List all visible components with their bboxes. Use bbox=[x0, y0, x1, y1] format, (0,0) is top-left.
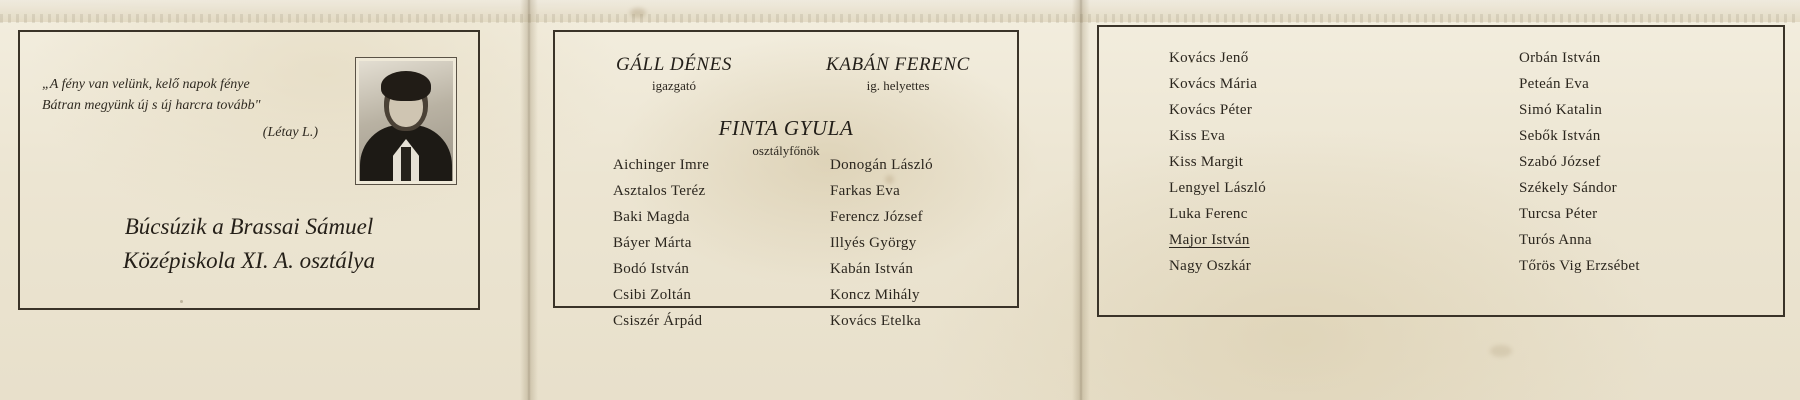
quote-line-2: Bátran megyünk új s új harcra tovább" bbox=[42, 98, 261, 113]
middle-student-list bbox=[613, 154, 987, 332]
list-item: Kovács Jenő bbox=[1169, 50, 1249, 66]
role-form-master-name: FINTA GYULA bbox=[718, 116, 854, 140]
list-item: Csiszér Árpád bbox=[613, 313, 703, 329]
quote-attribution: (Létay L.) bbox=[262, 125, 318, 140]
role-form-master-title: osztályfőnök bbox=[752, 143, 820, 158]
list-item: Orbán István bbox=[1519, 50, 1601, 66]
farewell-line-1: Búcsúzik a Brassai Sámuel bbox=[124, 214, 374, 239]
list-item: Kabán István bbox=[830, 261, 914, 277]
list-item: Kiss Eva bbox=[1169, 128, 1226, 144]
role-director-title: igazgató bbox=[651, 78, 697, 93]
fold-line-left bbox=[520, 0, 538, 400]
list-item: Turcsa Péter bbox=[1519, 206, 1598, 222]
paper-stain bbox=[630, 8, 646, 18]
right-student-column-2 bbox=[1519, 47, 1749, 277]
list-item: Simó Katalin bbox=[1519, 102, 1603, 118]
portrait-photo bbox=[356, 58, 456, 184]
role-director bbox=[569, 54, 779, 94]
staff-heading bbox=[555, 54, 1017, 158]
quote-line-1: „A fény van velünk, kelő napok fénye bbox=[42, 77, 250, 92]
farewell-text bbox=[20, 210, 478, 278]
photo-hair bbox=[381, 71, 431, 101]
list-item: Kovács Etelka bbox=[830, 313, 921, 329]
middle-panel bbox=[553, 30, 1019, 329]
right-student-list bbox=[1169, 47, 1763, 277]
torn-top-edge bbox=[0, 0, 1800, 22]
list-item: Baki Magda bbox=[613, 209, 690, 225]
fold-line-right bbox=[1072, 0, 1090, 400]
list-item: Turós Anna bbox=[1519, 232, 1592, 248]
list-item: Ferencz József bbox=[830, 209, 923, 225]
left-panel bbox=[18, 30, 480, 310]
list-item: Illyés György bbox=[830, 235, 917, 251]
role-form-master bbox=[555, 116, 1017, 159]
list-item: Farkas Eva bbox=[830, 183, 901, 199]
role-deputy-name: KABÁN FERENC bbox=[826, 54, 970, 75]
list-item: Donogán László bbox=[830, 157, 933, 173]
list-item: Székely Sándor bbox=[1519, 180, 1617, 196]
photo-tie bbox=[401, 147, 411, 181]
list-item: Kovács Mária bbox=[1169, 76, 1258, 92]
middle-student-column-2 bbox=[830, 154, 987, 332]
farewell-line-2: Középiskola XI. A. osztálya bbox=[123, 248, 375, 273]
right-panel bbox=[1097, 25, 1785, 317]
list-item: Aichinger Imre bbox=[613, 157, 710, 173]
list-item: Csibi Zoltán bbox=[613, 287, 692, 303]
role-director-name: GÁLL DÉNES bbox=[616, 54, 732, 75]
list-item: Koncz Mihály bbox=[830, 287, 920, 303]
quote-block bbox=[42, 74, 342, 143]
middle-student-column-1 bbox=[613, 154, 770, 332]
role-deputy bbox=[793, 54, 1003, 94]
list-item: Kiss Margit bbox=[1169, 154, 1244, 170]
role-deputy-title: ig. helyettes bbox=[866, 78, 930, 93]
list-item: Lengyel László bbox=[1169, 180, 1267, 196]
list-item: Báyer Márta bbox=[613, 235, 692, 251]
right-student-column-1 bbox=[1169, 47, 1399, 277]
list-item: Nagy Oszkár bbox=[1169, 258, 1252, 274]
paper-stain bbox=[1490, 345, 1512, 357]
list-item: Sebők István bbox=[1519, 128, 1601, 144]
list-item: Luka Ferenc bbox=[1169, 206, 1248, 222]
list-item: Kovács Péter bbox=[1169, 102, 1253, 118]
list-item: Tőrös Vig Erzsébet bbox=[1519, 258, 1640, 274]
list-item: Peteán Eva bbox=[1519, 76, 1590, 92]
list-item: Bodó István bbox=[613, 261, 690, 277]
list-item-underlined: Major István bbox=[1169, 232, 1250, 248]
list-item: Szabó József bbox=[1519, 154, 1601, 170]
list-item: Asztalos Teréz bbox=[613, 183, 706, 199]
